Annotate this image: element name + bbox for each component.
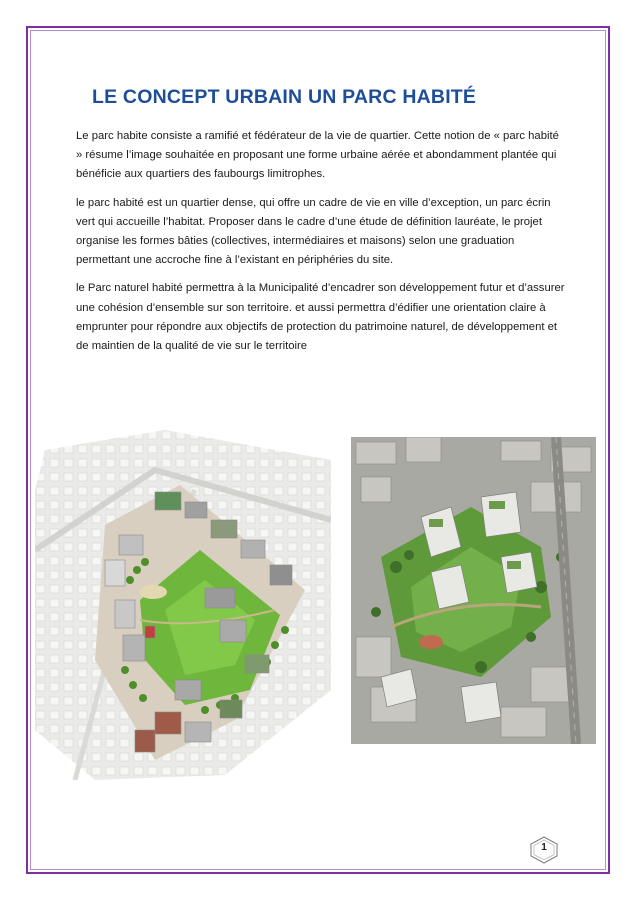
page-title: LE CONCEPT URBAIN UN PARC HABITÉ (92, 86, 477, 108)
body-text (76, 127, 566, 365)
paragraph-natural-park: le Parc naturel habité permettra à la Municipalité d’encadrer son développement futur et d’assurer une cohésion d’ensemble sur son territoire. et aussi permettra d’édifier une orientation claire à emprunter pour répondre aux objectifs de protection du patrimoine naturel, de développement et de maintien de la qualité de vie sur le territoire (76, 282, 565, 353)
aerial-photo-image (351, 437, 596, 744)
aerial-rendering-image (35, 430, 331, 780)
paragraph-dense-quarter: le parc habité est un quartier dense, qui offre un cadre de vie en ville d’exception, un parc écrin vert qui accueille l’habitat. Proposer dans le cadre d’une étude de définition lauréate, le projet organise les formes bâties (collectives, intermédiaires et maisons) selon une graduation permettant une accroche fine à l’existant en périphéries du site. (76, 196, 551, 267)
page-number: 1 (541, 842, 547, 853)
paragraph-intro: Le parc habite consiste a ramifié et fédérateur de la vie de quartier. Cette notion de « parc habité » résume l’image souhaitée en proposant une forme urbaine aérée et abondamment plantée qui bénéficie aux quartiers des faubourgs limitrophes. (76, 130, 559, 181)
